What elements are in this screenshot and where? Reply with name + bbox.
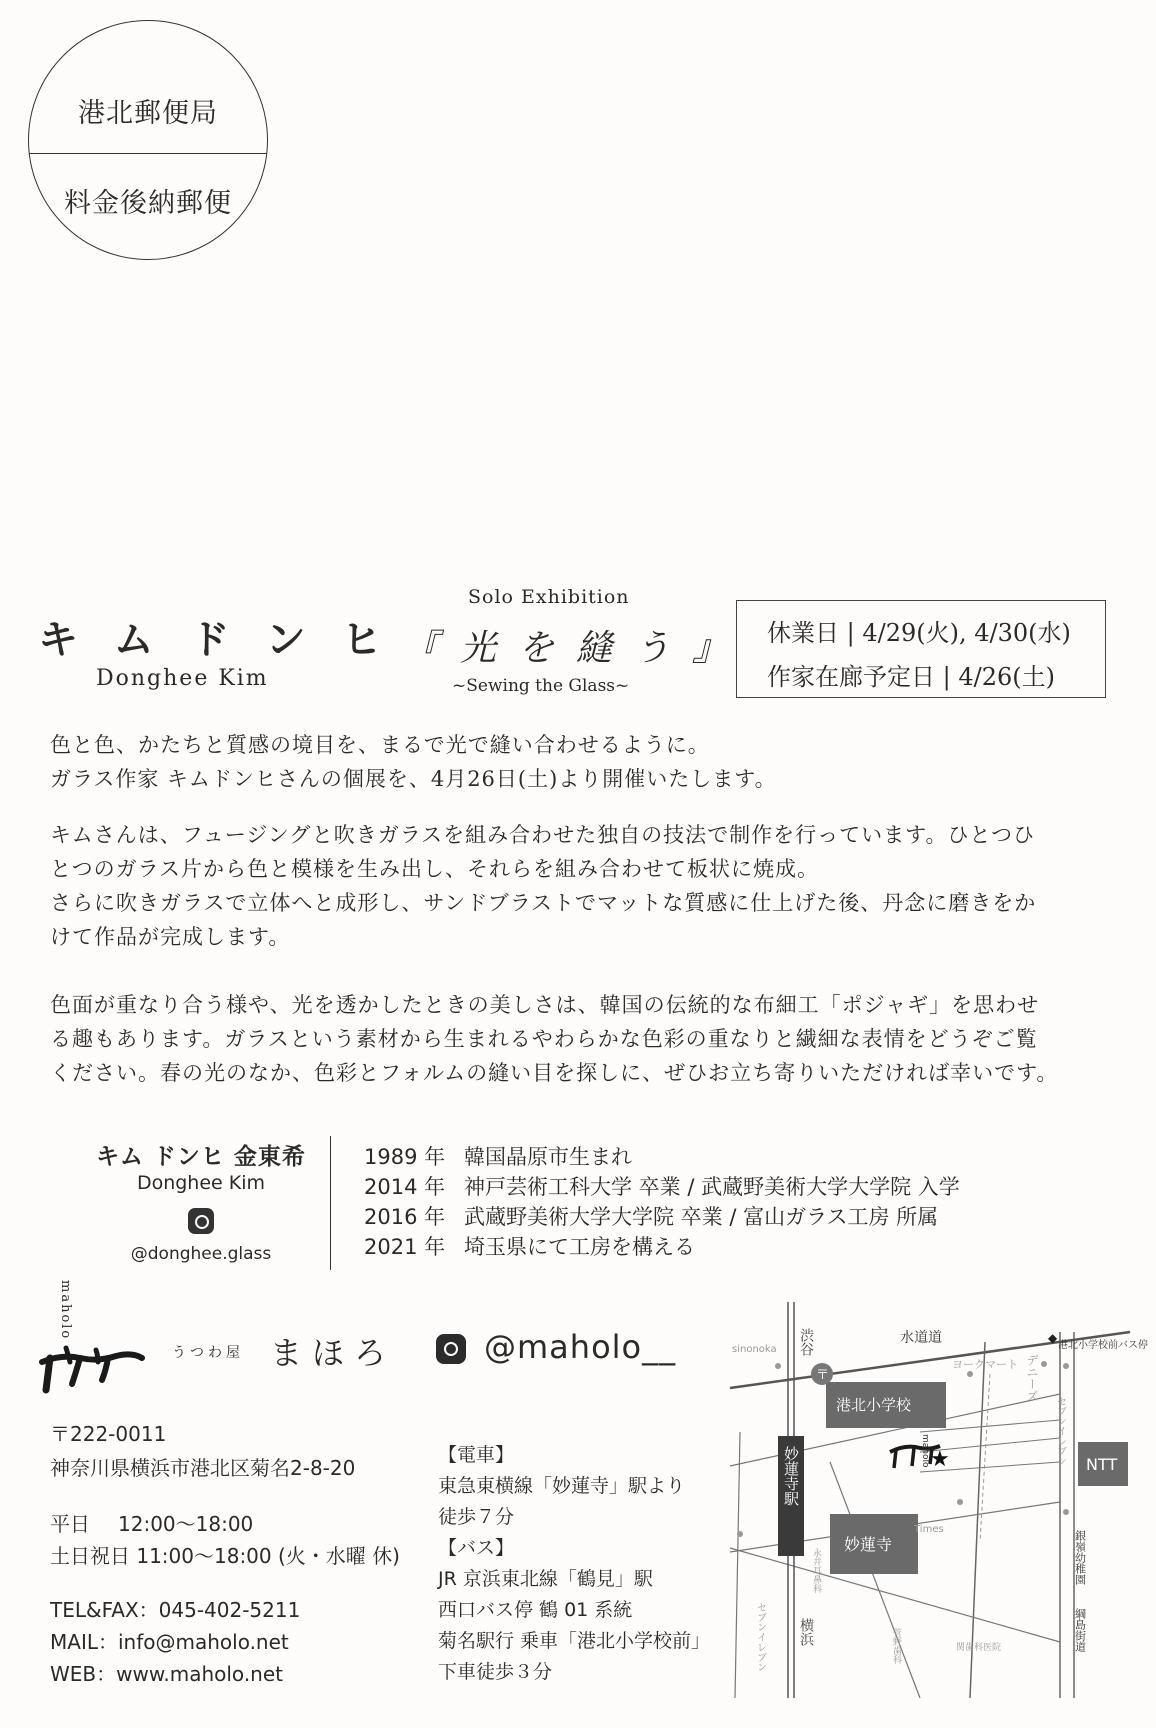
map-times-label: Times: [914, 1524, 944, 1535]
timeline-year: 2014 年: [364, 1175, 446, 1199]
artist-timeline: [364, 1142, 960, 1262]
text-line: キムさんは、フュージングと吹きガラスを組み合わせた独自の技法で制作を行っています。ひとつひ: [50, 823, 1036, 847]
tel-fax: TEL&FAX：045-402-5211: [50, 1598, 301, 1622]
map-seven-left-label: セブンイレブン: [754, 1602, 766, 1672]
bus-stop: 西口バス停 鶴 01 系統: [438, 1599, 633, 1621]
shop-address-block: [50, 1418, 430, 1484]
profile-divider: [330, 1136, 331, 1270]
timeline-year: 2016 年: [364, 1205, 446, 1229]
text-line: ください。春の光のなか、色彩とフォルムの縫い目を探しに、ぜひお立ち寄りいただければ幸いです。: [50, 1061, 1059, 1085]
shop-logo-wordmark: maholo: [58, 1280, 73, 1341]
map-bus-stop-label: 港北小学校前バス停: [1058, 1340, 1148, 1351]
schedule-box: [736, 600, 1106, 698]
artist-name-ja: キムドンヒ: [38, 616, 418, 663]
postal-code: 〒222-0011: [50, 1422, 167, 1446]
timeline-text: 武蔵野美術大学大学院 卒業 / 富山ガラス工房 所属: [464, 1205, 939, 1229]
map-dot: [737, 1531, 743, 1537]
shop-contact-block: [50, 1594, 430, 1690]
bus-line: JR 京浜東北線「鶴見」駅: [438, 1568, 653, 1590]
instagram-icon: [436, 1334, 466, 1364]
map-dental-clinic-label: 関歯科医院: [956, 1643, 1002, 1653]
map-post-mark: 〒: [816, 1368, 830, 1383]
map-temple-label: 妙蓮寺: [844, 1535, 893, 1554]
weekday-label: 平日: [50, 1512, 90, 1536]
solo-exhibition-label: Solo Exhibition: [468, 586, 630, 608]
map-dot: [1063, 1509, 1069, 1515]
timeline-row: [364, 1142, 960, 1172]
map-dot: [1063, 1363, 1069, 1369]
map-tsunashima-label: 綱島街道: [1073, 1608, 1087, 1652]
closed-days: 休業日 | 4/29(火), 4/30(水): [767, 619, 1071, 647]
stamp-postage: 料金後納郵便: [64, 188, 232, 219]
postal-stamp: [28, 20, 268, 260]
map-dennys-label: デニーズ: [1025, 1354, 1039, 1402]
text-line: 色と色、かたちと質感の境目を、まるで光で縫い合わせるように。: [50, 733, 710, 757]
map-ntt-label: NTT: [1086, 1455, 1118, 1474]
artist-present-day: 作家在廊予定日 | 4/26(土): [767, 663, 1055, 691]
map-road: [735, 1432, 740, 1698]
map-dot: [967, 1371, 973, 1377]
map-station-label: 妙蓮寺駅: [782, 1446, 800, 1506]
train-label: 【電車】: [438, 1444, 515, 1466]
stamp-divider: [29, 153, 267, 154]
text-line: とつのガラス片から色と模様を生み出し、それらを組み合わせて板状に焼成。: [50, 857, 819, 881]
map-yokohama-label: 横浜: [798, 1618, 814, 1646]
timeline-text: 神戸芸術工科大学 卒業 / 武蔵野美術大学大学院 入学: [464, 1175, 960, 1199]
timeline-year: 2021 年: [364, 1235, 446, 1259]
instagram-icon: [188, 1208, 214, 1234]
train-walk: 徒歩７分: [438, 1506, 515, 1528]
map-dot: [957, 1499, 963, 1505]
exhibition-title-ja: 『光を縫う』: [402, 628, 751, 669]
intro-paragraph: [50, 728, 1110, 796]
map-shibuya-label: 渋谷: [798, 1328, 814, 1356]
bus-label: 【バス】: [438, 1537, 515, 1559]
text-line: さらに吹きガラスで立体へと成形し、サンドブラストでマットな質感に仕上げた後、丹念に磨きをか: [50, 891, 1037, 915]
weekend-hours: 土日祝日 11:00〜18:00 (火・水曜 休): [50, 1544, 400, 1568]
weekday-time: 12:00〜18:00: [118, 1512, 254, 1536]
text-line: ガラス作家 キムドンヒさんの個展を、4月26日(土)より開催いたします。: [50, 767, 777, 791]
map-dental-label: 菅野歯科: [891, 1628, 901, 1664]
address: 神奈川県横浜市港北区菊名2-8-20: [50, 1456, 356, 1480]
profile-name: キム ドンヒ 金東希: [96, 1144, 306, 1170]
bus-route: 菊名駅行 乗車「港北小学校前」: [438, 1630, 711, 1652]
text-line: る趣もあります。ガラスという素材から生まれるやわらかな色彩の重なりと繊細な表情をどうぞご覧: [50, 1027, 1038, 1051]
map-logo-label: maholo: [920, 1434, 930, 1468]
weekday-hours: [50, 1508, 430, 1540]
timeline-row: [364, 1172, 960, 1202]
map-clinic-label: 永井耳鼻科: [811, 1548, 821, 1593]
website: WEB：www.maholo.net: [50, 1662, 283, 1686]
map-star-icon: ★: [930, 1447, 950, 1472]
map-sinonoka-label: sinonoka: [732, 1344, 777, 1355]
shop-name: まほろ: [270, 1334, 397, 1372]
text-line: 色面が重なり合う様や、光を透かしたときの美しさは、韓国の伝統的な布細工「ポジャギ」を思わせ: [50, 993, 1040, 1017]
map-kindergarten-label: 銀嶺幼稚園: [1073, 1530, 1087, 1585]
map-walk-path: [980, 1374, 990, 1542]
timeline-row: [364, 1202, 960, 1232]
timeline-row: [364, 1232, 960, 1262]
timeline-year: 1989 年: [364, 1145, 446, 1169]
profile-name-en: Donghee Kim: [136, 1172, 266, 1194]
train-line: 東急東横線「妙蓮寺」駅より: [438, 1475, 686, 1497]
map-bus-stop-icon: ◆: [1048, 1331, 1058, 1345]
shop-logo-icon: [36, 1328, 146, 1394]
map-dot: [1041, 1361, 1047, 1367]
bus-walk: 下車徒歩３分: [438, 1661, 553, 1683]
access-block: [438, 1440, 738, 1688]
timeline-text: 韓国晶原市生まれ: [464, 1145, 632, 1169]
text-line: けて作品が完成します。: [50, 925, 291, 949]
timeline-text: 埼玉県にて工房を構える: [464, 1235, 695, 1259]
exhibition-title-en: ~Sewing the Glass~: [452, 676, 630, 696]
stamp-post-office: 港北郵便局: [78, 98, 218, 129]
map-suidomichi-label: 水道道: [900, 1330, 942, 1346]
map-school-label: 港北小学校: [836, 1396, 912, 1414]
technique-paragraph: [50, 818, 1110, 954]
map-seven-right-label: セブンイレブン: [1054, 1396, 1066, 1466]
map-yorkmart-label: ヨークマート: [952, 1358, 1018, 1371]
shop-prefix: うつわ屋: [172, 1345, 244, 1361]
closing-paragraph: [50, 988, 1110, 1090]
artist-name-en: Donghee Kim: [96, 666, 269, 691]
shop-hours-block: [50, 1508, 430, 1572]
mail: MAIL：info@maholo.net: [50, 1630, 289, 1654]
map-dot: [775, 1363, 781, 1369]
shop-instagram-handle: @maholo__: [484, 1328, 677, 1366]
access-map: [730, 1302, 1148, 1698]
profile-instagram-handle: @donghee.glass: [130, 1244, 272, 1264]
